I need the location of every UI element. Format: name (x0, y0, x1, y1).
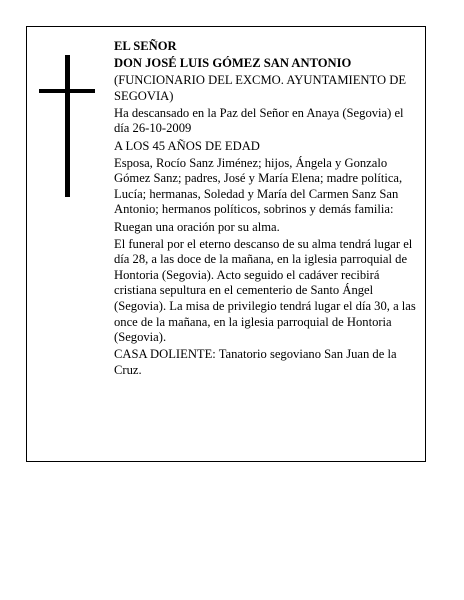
obituary-notice (26, 26, 426, 462)
title-line-1: EL SEÑOR (114, 39, 177, 53)
obituary-text (114, 39, 419, 380)
deceased-name: DON JOSÉ LUIS GÓMEZ SAN ANTONIO (114, 56, 352, 71)
deceased-age: A LOS 45 AÑOS DE EDAD (114, 138, 260, 153)
cross-vertical-bar (65, 55, 70, 197)
prayer-request: Ruegan una oración por su alma. (114, 219, 280, 234)
deceased-position: (FUNCIONARIO DEL EXCMO. AYUNTAMIENTO DE SEGOVIA) (114, 73, 407, 103)
death-notice: Ha descansado en la Paz del Señor en Anaya (Segovia) el día 26-10-2009 (114, 105, 404, 136)
latin-cross-icon (39, 55, 95, 197)
mourning-house: CASA DOLIENTE: Tanatorio segoviano San Juan de la Cruz. (114, 347, 397, 377)
cross-horizontal-bar (39, 89, 95, 93)
funeral-details: El funeral por el eterno descanso de su alma tendrá lugar el día 28, a las doce de la mañana, en la iglesia parroquial de Hontoria (Segovia). Acto seguido el cadáver recibirá cristiana sepultura en el cementerio de Santo Ángel (Segovia). La misa de privilegio tendrá lugar el día 30, a las once de la mañana, en la iglesia parroquial de Hontoria (Segovia). (114, 236, 416, 345)
family-list: Esposa, Rocío Sanz Jiménez; hijos, Ángela y Gonzalo Gómez Sanz; padres, José y María Elena; madre política, Lucía; hermanas, Soledad y María del Carmen Sanz San Antonio; hermanos políticos, sobrinos y demás familia: (114, 155, 403, 217)
